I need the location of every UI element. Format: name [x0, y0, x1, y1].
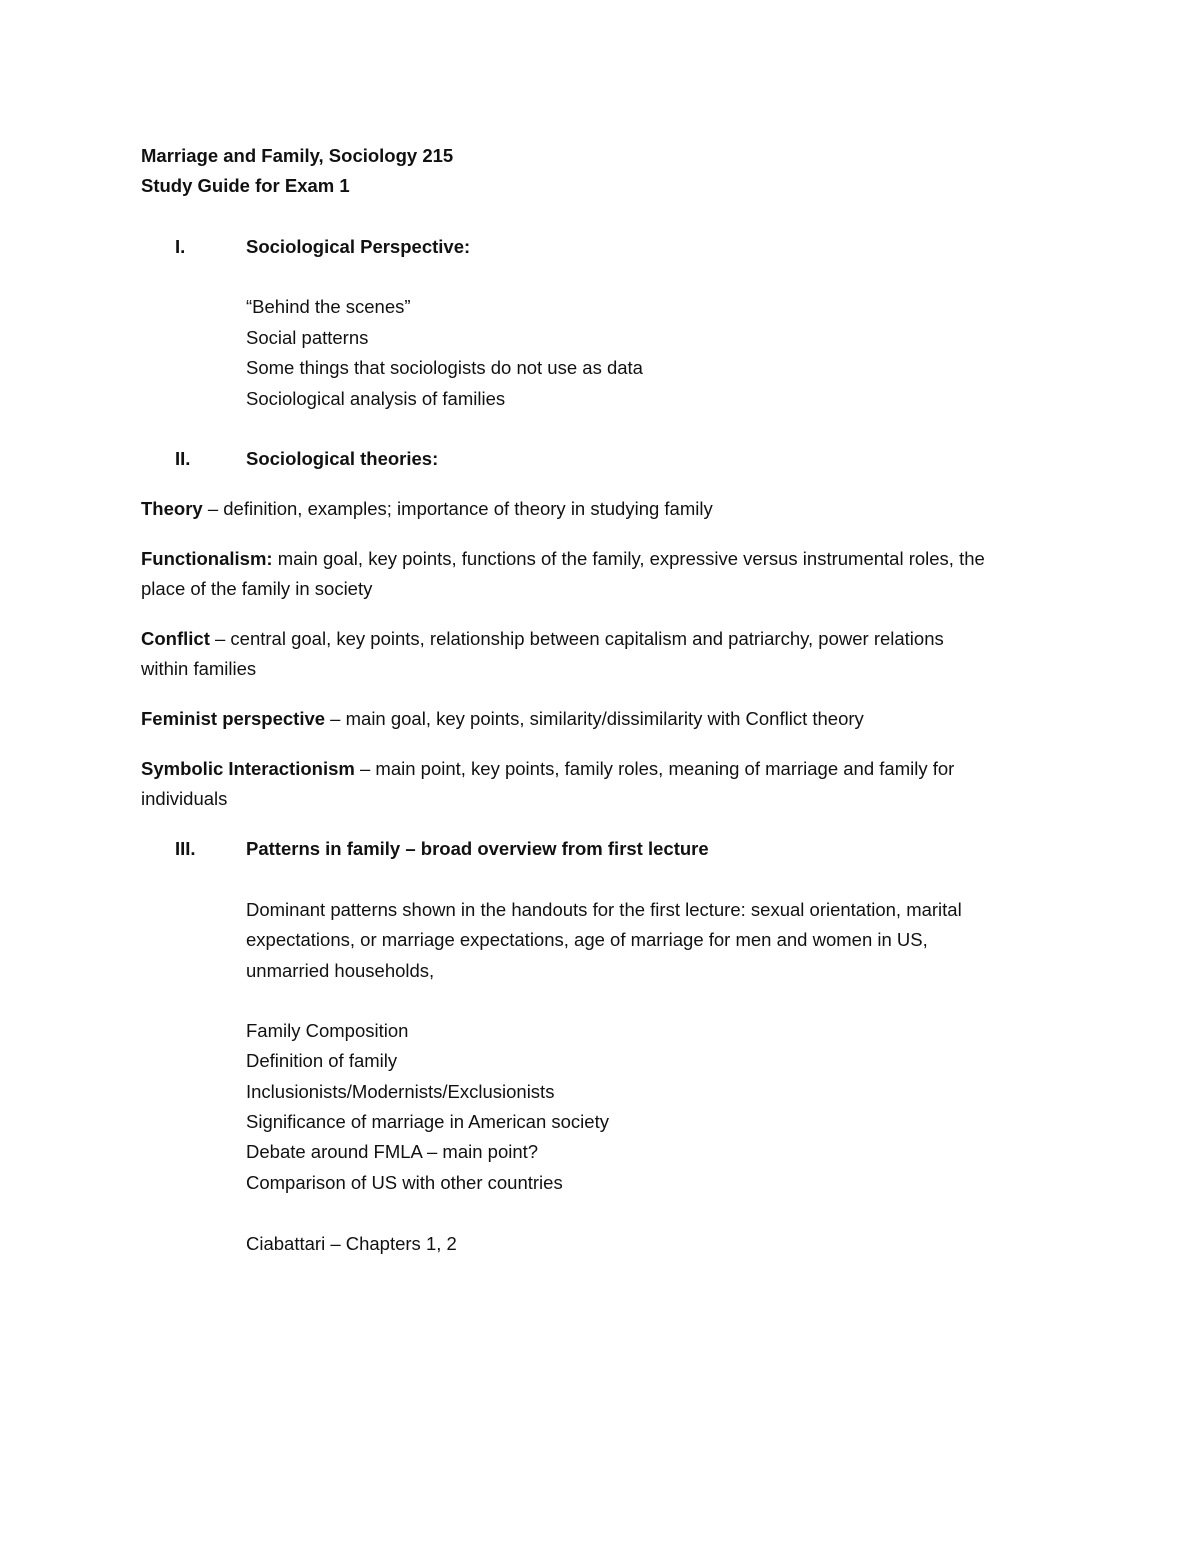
section-3-paragraph-line: unmarried households, — [246, 960, 435, 981]
theory-description: – main goal, key points, similarity/dissimilarity with Conflict theory — [325, 708, 864, 729]
document-title: Marriage and Family, Sociology 215 — [141, 145, 454, 166]
theory-description: – main point, key points, family roles, meaning of marriage and family for — [354, 758, 955, 779]
theory-description: main goal, key points, functions of the family, expressive versus instrumental roles, the — [272, 548, 985, 569]
section-1-item: Some things that sociologists do not use as data — [246, 357, 643, 378]
theory-description: – central goal, key points, relationship between capitalism and patriarchy, power relations — [209, 628, 944, 649]
theory-entry — [141, 550, 985, 569]
section-1-item: “Behind the scenes” — [246, 296, 411, 317]
section-2-numeral: II. — [175, 448, 191, 469]
section-2-heading: Sociological theories: — [246, 448, 439, 469]
theory-entry — [141, 630, 944, 649]
theory-term: Functionalism: — [141, 548, 273, 569]
theory-entry — [141, 710, 864, 729]
section-3-heading: Patterns in family – broad overview from first lecture — [246, 838, 709, 859]
theory-description-continued: individuals — [141, 788, 228, 809]
theory-term: Conflict — [141, 628, 210, 649]
theory-description-continued: within families — [141, 658, 257, 679]
section-3-numeral: III. — [175, 838, 196, 859]
theory-description: – definition, examples; importance of theory in studying family — [202, 498, 713, 519]
section-3-item: Debate around FMLA – main point? — [246, 1141, 539, 1162]
section-3-paragraph-line: Dominant patterns shown in the handouts for the first lecture: sexual orientation, marital — [246, 899, 962, 920]
document-subtitle: Study Guide for Exam 1 — [141, 175, 350, 196]
theory-term: Feminist perspective — [141, 708, 326, 729]
reading-assignment: Ciabattari – Chapters 1, 2 — [246, 1233, 457, 1254]
section-3-item: Inclusionists/Modernists/Exclusionists — [246, 1081, 555, 1102]
section-3-item: Family Composition — [246, 1020, 409, 1041]
section-3-item: Definition of family — [246, 1050, 398, 1071]
section-1-item: Social patterns — [246, 327, 369, 348]
section-3-item: Comparison of US with other countries — [246, 1172, 563, 1193]
section-1-numeral: I. — [175, 236, 186, 257]
theory-entry — [141, 500, 713, 519]
section-3-item: Significance of marriage in American society — [246, 1111, 609, 1132]
section-1-item: Sociological analysis of families — [246, 388, 506, 409]
theory-description-continued: place of the family in society — [141, 578, 373, 599]
theory-entry — [141, 760, 954, 779]
section-3-paragraph-line: expectations, or marriage expectations, age of marriage for men and women in US, — [246, 929, 928, 950]
section-1-heading: Sociological Perspective: — [246, 236, 471, 257]
theory-term: Symbolic Interactionism — [141, 758, 355, 779]
theory-term: Theory — [141, 498, 203, 519]
